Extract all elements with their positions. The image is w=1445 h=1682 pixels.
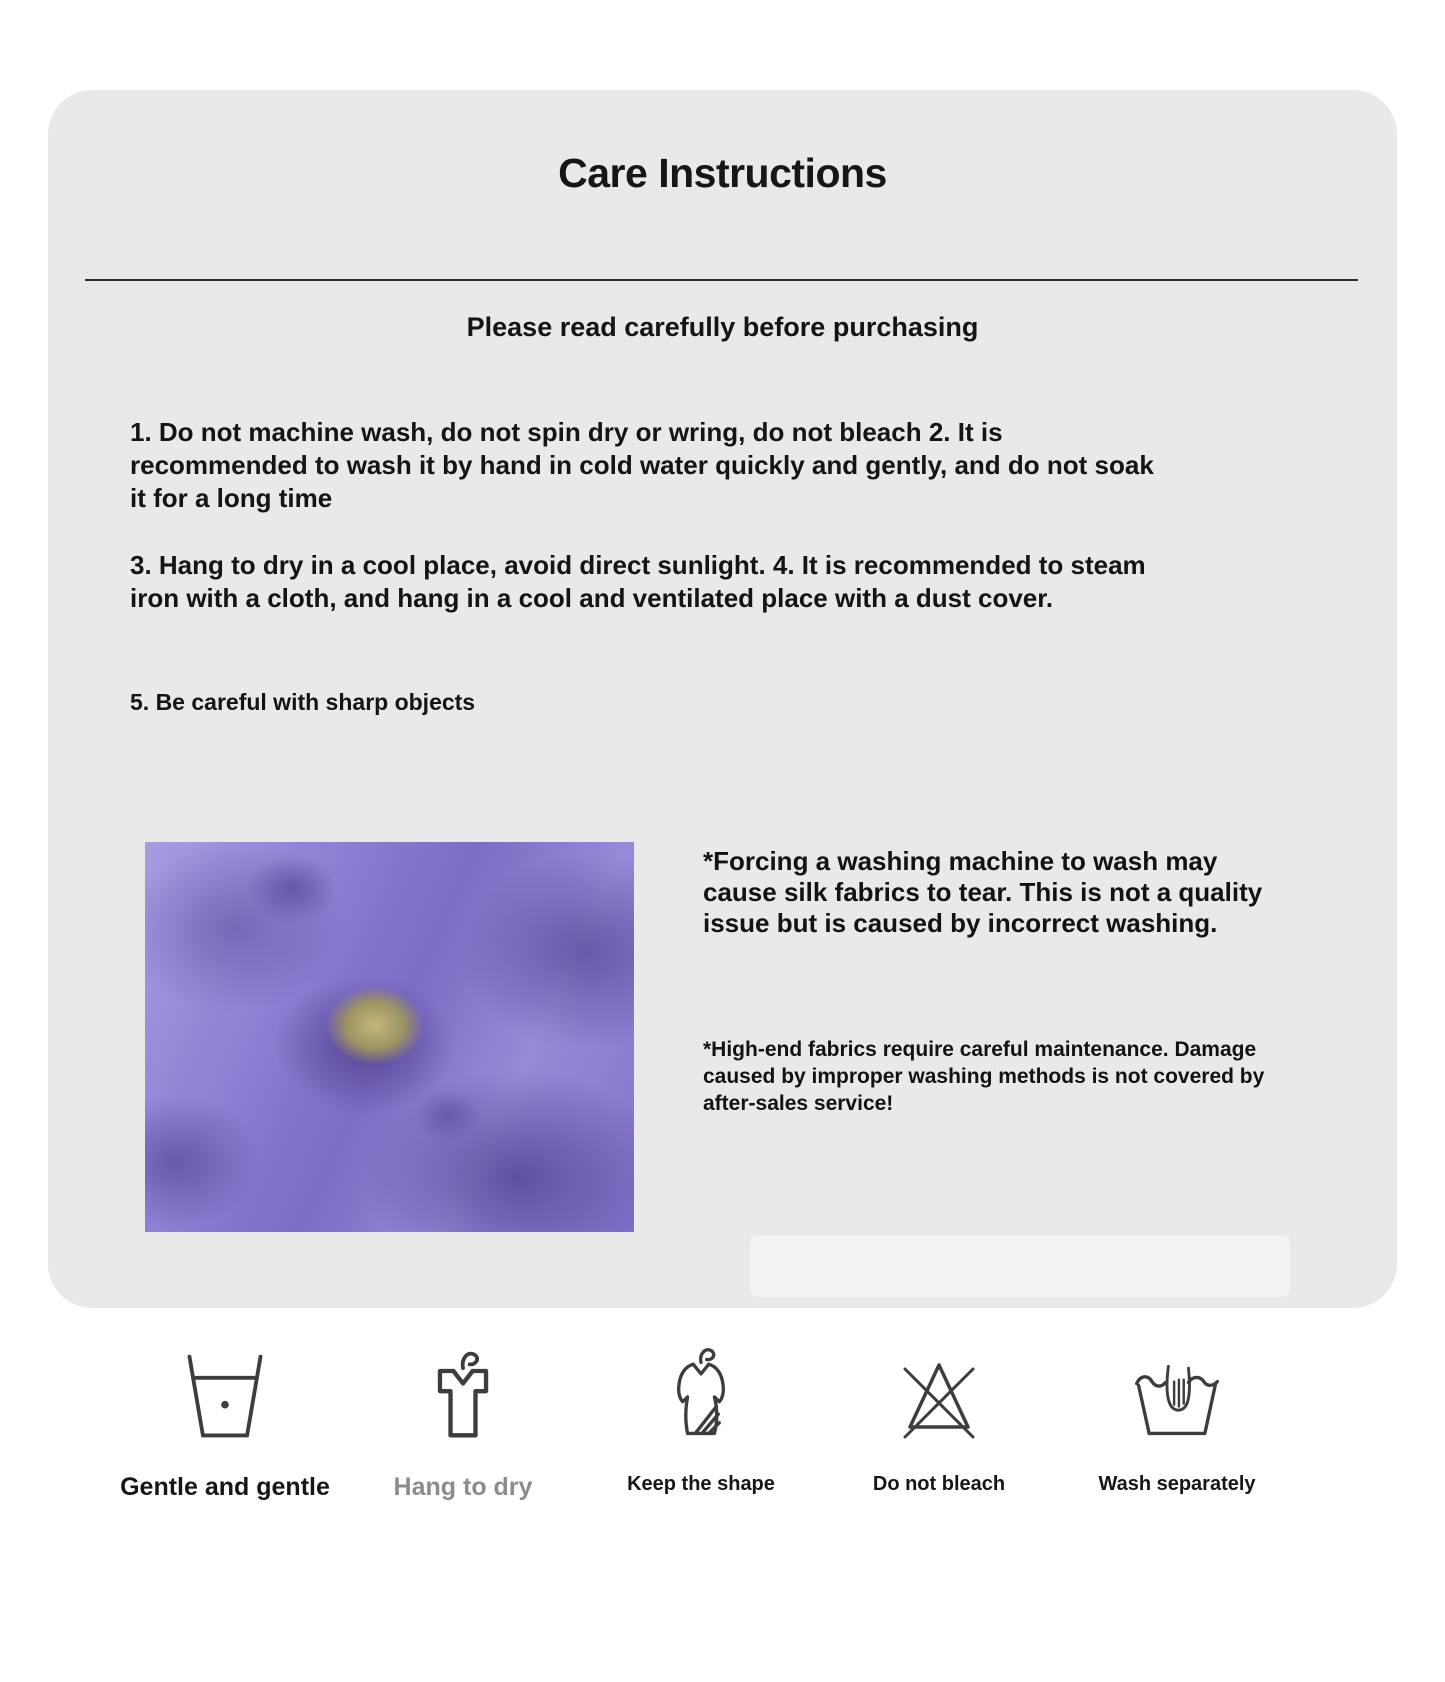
care-symbol-hang-dry [344,1345,582,1525]
care-card [48,90,1397,1308]
care-symbol-label: Gentle and gentle [120,1473,330,1501]
care-step-1-2: 1. Do not machine wash, do not spin dry or wring, do not bleach 2. It is recommended to wash it by hand in cold water quickly and gently, and do not soak it for a long time [130,417,1154,513]
care-symbol-no-bleach [820,1345,1058,1525]
care-symbol-label: Wash separately [1098,1473,1256,1495]
draped-garment-icon [653,1345,749,1445]
care-symbol-label: Do not bleach [872,1473,1006,1495]
care-symbols-row [106,1345,1296,1525]
hand-wash-basin-icon [1125,1345,1229,1445]
title-divider [85,279,1358,281]
care-symbol-wash-separately [1058,1345,1296,1525]
highlight-strip [750,1235,1290,1297]
shirt-hanger-icon [415,1345,511,1445]
fabric-damage-photo [145,842,634,1232]
warning-note-primary: *Forcing a washing machine to wash may cause silk fabrics to tear. This is not a quality issue but is caused by incorrect washing. [703,846,1263,938]
warning-note-secondary: *High-end fabrics require careful maintenance. Damage caused by improper washing methods is not covered by after-sales service! [703,1038,1265,1115]
page-title: Care Instructions [558,150,887,196]
care-symbol-gentle-wash [106,1345,344,1525]
care-symbol-keep-shape [582,1345,820,1525]
subtitle: Please read carefully before purchasing [466,312,979,342]
care-step-3-4: 3. Hang to dry in a cool place, avoid direct sunlight. 4. It is recommended to steam iron with a cloth, and hang in a cool and ventilated place with a dust cover. [130,550,1146,613]
crossed-triangle-icon [889,1345,989,1445]
care-step-5: 5. Be careful with sharp objects [130,689,476,715]
care-symbol-label: Keep the shape [627,1473,775,1495]
gentle-wash-basin-icon [177,1345,273,1445]
care-symbol-label: Hang to dry [393,1473,533,1501]
